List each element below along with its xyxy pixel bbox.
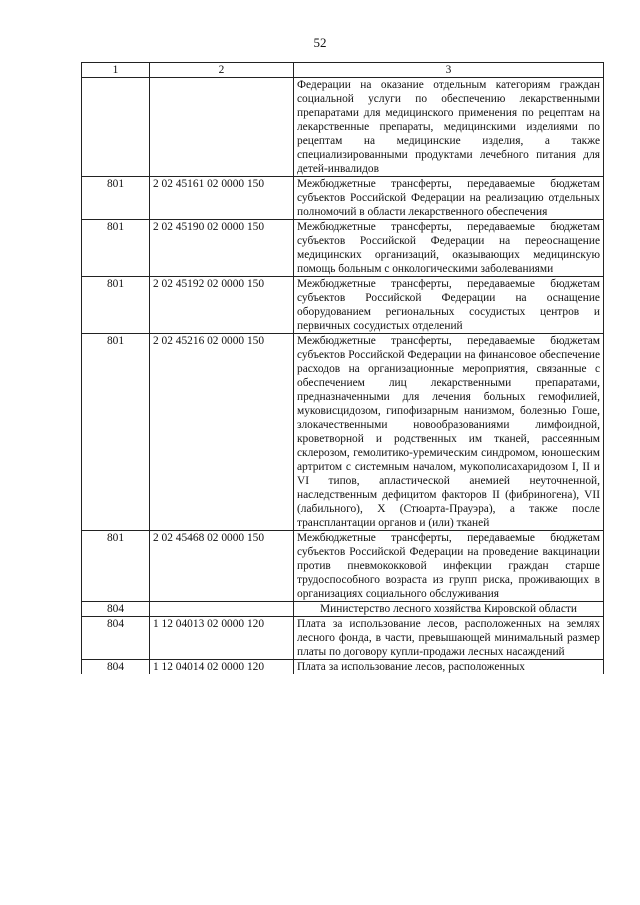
budget-code-cell — [150, 602, 294, 617]
table-row — [82, 660, 604, 675]
table-row — [82, 334, 604, 531]
table-header-row — [82, 63, 604, 78]
budget-code-cell: 2 02 45190 02 0000 150 — [150, 220, 294, 277]
description-cell: Федерации на оказание отдельным категориям граждан социальной услуги по обеспечению лекарственными препаратами для медицинского применения по рецептам на лекарственные препараты, медицинскими изделиями по рецептам на медицинские изделия, а также специализированными продуктами лечебного питания для детей-инвалидов — [294, 78, 604, 177]
description-cell: Плата за использование лесов, расположенных на землях лесного фонда, в части, превышающей минимальный размер платы по договору купли-продажи лесных насаждений — [294, 617, 604, 660]
description-cell: Плата за использование лесов, расположенных — [294, 660, 604, 675]
admin-code-cell: 801 — [82, 531, 150, 602]
budget-code-cell — [150, 78, 294, 177]
admin-code-cell — [82, 78, 150, 177]
description-cell: Межбюджетные трансферты, передаваемые бюджетам субъектов Российской Федерации на реализацию отдельных полномочий в области лекарственного обеспечения — [294, 177, 604, 220]
ministry-heading-cell: Министерство лесного хозяйства Кировской области — [294, 602, 604, 617]
budget-code-cell: 2 02 45216 02 0000 150 — [150, 334, 294, 531]
admin-code-cell: 801 — [82, 277, 150, 334]
table-row — [82, 602, 604, 617]
description-cell: Межбюджетные трансферты, передаваемые бюджетам субъектов Российской Федерации на финансовое обеспечение расходов на организационные мероприятия, связанные с обеспечением лиц лекарственными препаратами, предназначенными для лечения больных гемофилией, муковисцидозом, гипофизарным нанизмом, болезнью Гоше, злокачественными новообразованиями лимфоидной, кроветворной и родственных им тканей, рассеянным склерозом, гемолитико-уремическим синдромом, юношеским артритом с системным началом, мукополисахаридозом I, II и VI типов, апластической анемией неуточненной, наследственным дефицитом факторов II (фибриногена), VII (лабильного), X (Стюарта-Прауэра), а также после трансплантации органов и (или) тканей — [294, 334, 604, 531]
admin-code-cell: 801 — [82, 177, 150, 220]
description-cell: Межбюджетные трансферты, передаваемые бюджетам субъектов Российской Федерации на переоснащение медицинских организаций, оказывающих медицинскую помощь больным с онкологическими заболеваниями — [294, 220, 604, 277]
table-row — [82, 220, 604, 277]
description-cell: Межбюджетные трансферты, передаваемые бюджетам субъектов Российской Федерации на проведение вакцинации против пневмококковой инфекции граждан старше трудоспособного возраста из групп риска, проживающих в организациях социального обслуживания — [294, 531, 604, 602]
admin-code-cell: 801 — [82, 334, 150, 531]
admin-code-cell: 804 — [82, 660, 150, 675]
table-row — [82, 277, 604, 334]
budget-code-cell: 1 12 04013 02 0000 120 — [150, 617, 294, 660]
column-header-1: 1 — [82, 63, 150, 78]
admin-code-cell: 804 — [82, 602, 150, 617]
column-header-3: 3 — [294, 63, 604, 78]
budget-code-cell: 1 12 04014 02 0000 120 — [150, 660, 294, 675]
table-row — [82, 531, 604, 602]
description-cell: Межбюджетные трансферты, передаваемые бюджетам субъектов Российской Федерации на оснащение оборудованием региональных сосудистых центров и первичных сосудистых отделений — [294, 277, 604, 334]
budget-code-cell: 2 02 45468 02 0000 150 — [150, 531, 294, 602]
budget-code-cell: 2 02 45192 02 0000 150 — [150, 277, 294, 334]
revenue-codes-table — [81, 62, 604, 674]
table-row — [82, 177, 604, 220]
table-row — [82, 617, 604, 660]
page-number: 52 — [313, 35, 327, 50]
admin-code-cell: 801 — [82, 220, 150, 277]
table-row — [82, 78, 604, 177]
column-header-2: 2 — [150, 63, 294, 78]
admin-code-cell: 804 — [82, 617, 150, 660]
budget-code-cell: 2 02 45161 02 0000 150 — [150, 177, 294, 220]
